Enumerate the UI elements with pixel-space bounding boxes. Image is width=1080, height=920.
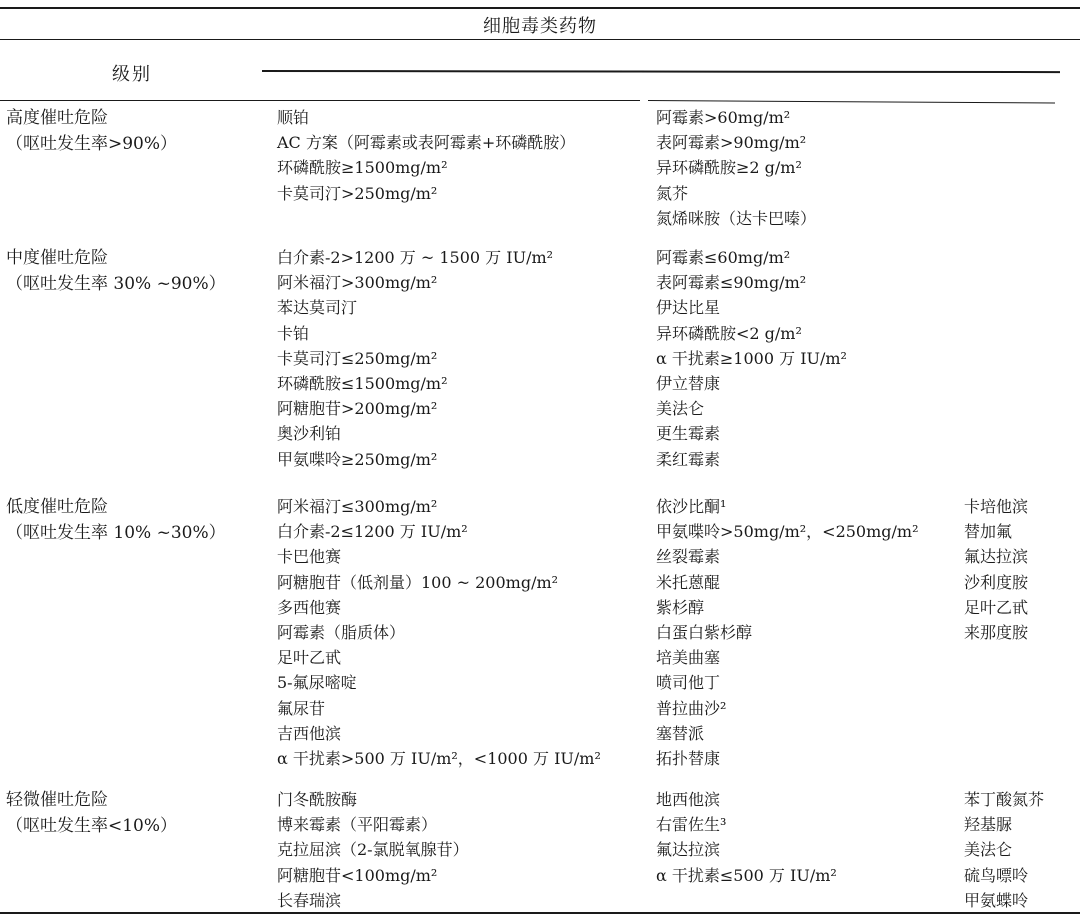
risk-level-cell <box>6 494 266 546</box>
risk-level-cell <box>6 787 266 839</box>
drug-item: 白蛋白紫杉醇 <box>656 622 753 642</box>
drug-item: 氟尿苷 <box>277 698 326 718</box>
risk-level-name: 高度催吐危险 <box>6 108 108 128</box>
drug-item: 环磷酰胺≤1500mg/m² <box>277 373 448 393</box>
drug-item: 5-氟尿嘧啶 <box>277 673 357 693</box>
drug-item: α 干扰素>500 万 IU/m²，<1000 万 IU/m² <box>277 748 601 768</box>
drug-item: 阿糖胞苷<100mg/m² <box>277 865 438 885</box>
drug-item: 甲氨喋呤≥250mg/m² <box>277 449 438 469</box>
risk-level-name: 轻微催吐危险 <box>6 790 108 810</box>
drug-item: 米托蒽醌 <box>656 572 721 592</box>
risk-level-rate: （呕吐发生率<10%） <box>6 816 178 836</box>
drug-list-column-1 <box>277 105 575 206</box>
drug-item: AC 方案（阿霉素或表阿霉素+环磷酰胺） <box>277 133 576 153</box>
drug-list-column-2 <box>656 787 837 888</box>
drug-list-column-3 <box>964 787 1044 913</box>
risk-level-rate: （呕吐发生率>90%） <box>6 134 178 154</box>
drug-item: 紫杉醇 <box>656 597 705 617</box>
drug-list-column-1 <box>277 787 469 913</box>
drug-item: 伊立替康 <box>656 373 721 393</box>
grade-column-header: 级别 <box>112 64 152 85</box>
drug-list-column-3 <box>964 494 1028 645</box>
drug-list-column-2 <box>656 105 816 231</box>
bottom-rule <box>0 912 1080 914</box>
drug-item: 阿霉素（脂质体） <box>277 622 406 642</box>
drug-item: 普拉曲沙² <box>656 698 727 718</box>
drug-item: 足叶乙甙 <box>277 648 342 668</box>
drug-item: 卡培他滨 <box>964 497 1029 516</box>
drug-list-column-1 <box>277 494 601 771</box>
drug-item: 替加氟 <box>964 522 1013 542</box>
drug-item: 氟达拉滨 <box>656 840 721 860</box>
drug-item: 甲氨喋呤>50mg/m²，<250mg/m² <box>656 522 919 542</box>
drug-item: 氟达拉滨 <box>964 547 1029 567</box>
drug-list-column-1 <box>277 245 553 472</box>
risk-level-rate: （呕吐发生率 10% ~30%） <box>6 523 226 543</box>
drug-item: 更生霉素 <box>656 424 721 444</box>
drug-item: 卡莫司汀>250mg/m² <box>277 183 438 203</box>
drug-item: 培美曲塞 <box>656 648 721 668</box>
drug-item: 卡巴他赛 <box>277 547 342 567</box>
risk-level-cell <box>6 105 266 157</box>
drug-item: 羟基脲 <box>964 815 1013 835</box>
drug-item: 右雷佐生³ <box>656 815 727 835</box>
drug-item: 环磷酰胺≥1500mg/m² <box>277 158 448 178</box>
subheader-rule <box>262 70 1060 73</box>
drug-list-column-2 <box>656 245 847 472</box>
body-rule-left <box>0 100 640 101</box>
table-title: 细胞毒类药物 <box>483 16 597 37</box>
header-rule <box>0 39 1080 40</box>
drug-item: 多西他赛 <box>277 597 342 617</box>
drug-item: 表阿霉素>90mg/m² <box>656 133 807 153</box>
drug-item: 卡铂 <box>277 323 310 343</box>
drug-item: 美法仑 <box>964 840 1013 860</box>
body-rule-right <box>648 100 1055 103</box>
drug-list-column-2 <box>656 494 919 771</box>
drug-item: 伊达比星 <box>656 298 721 318</box>
drug-item: 来那度胺 <box>964 622 1029 642</box>
drug-item: 甲氨蝶呤 <box>964 890 1029 910</box>
drug-item: 阿霉素>60mg/m² <box>656 108 791 127</box>
drug-item: 异环磷酰胺≥2 g/m² <box>656 158 802 178</box>
risk-level-name: 低度催吐危险 <box>6 497 108 517</box>
risk-level-rate: （呕吐发生率 30% ~90%） <box>6 274 226 294</box>
drug-item: 硫鸟嘌呤 <box>964 865 1029 885</box>
drug-item: 表阿霉素≤90mg/m² <box>656 273 807 293</box>
drug-item: 柔红霉素 <box>656 449 721 469</box>
drug-item: 苯丁酸氮芥 <box>964 790 1045 809</box>
drug-item: 阿霉素≤60mg/m² <box>656 248 791 267</box>
drug-item: 沙利度胺 <box>964 572 1029 592</box>
drug-item: 克拉屈滨（2-氯脱氧腺苷） <box>277 840 469 860</box>
drug-item: 白介素-2≤1200 万 IU/m² <box>277 522 468 542</box>
drug-item: 阿糖胞苷>200mg/m² <box>277 399 438 419</box>
drug-item: 吉西他滨 <box>277 723 342 743</box>
drug-item: 丝裂霉素 <box>656 547 721 567</box>
drug-item: α 干扰素≥1000 万 IU/m² <box>656 348 847 368</box>
drug-item: 喷司他丁 <box>656 673 721 693</box>
drug-item: 阿米福汀≤300mg/m² <box>277 497 438 516</box>
drug-item: 博来霉素（平阳霉素） <box>277 815 438 835</box>
top-rule <box>0 7 1080 9</box>
drug-item: 塞替派 <box>656 723 705 743</box>
drug-item: 阿米福汀>300mg/m² <box>277 273 438 293</box>
drug-item: 长春瑞滨 <box>277 890 342 910</box>
drug-item: 顺铂 <box>277 108 310 127</box>
drug-item: 氮烯咪胺（达卡巴嗪） <box>656 208 817 228</box>
drug-item: 美法仑 <box>656 399 705 419</box>
risk-level-cell <box>6 245 266 297</box>
drug-item: 地西他滨 <box>656 790 721 809</box>
drug-item: 卡莫司汀≤250mg/m² <box>277 348 438 368</box>
drug-item: 奥沙利铂 <box>277 424 342 444</box>
drug-item: 苯达莫司汀 <box>277 298 358 318</box>
drug-item: 足叶乙甙 <box>964 597 1029 617</box>
drug-item: 白介素-2>1200 万 ~ 1500 万 IU/m² <box>277 248 554 267</box>
drug-item: α 干扰素≤500 万 IU/m² <box>656 865 837 885</box>
drug-item: 依沙比酮¹ <box>656 497 727 516</box>
risk-level-name: 中度催吐危险 <box>6 248 108 268</box>
drug-item: 异环磷酰胺<2 g/m² <box>656 323 802 343</box>
drug-item: 拓扑替康 <box>656 748 721 768</box>
drug-item: 门冬酰胺酶 <box>277 790 358 809</box>
drug-item: 氮芥 <box>656 183 689 203</box>
drug-item: 阿糖胞苷（低剂量）100 ~ 200mg/m² <box>277 572 559 592</box>
